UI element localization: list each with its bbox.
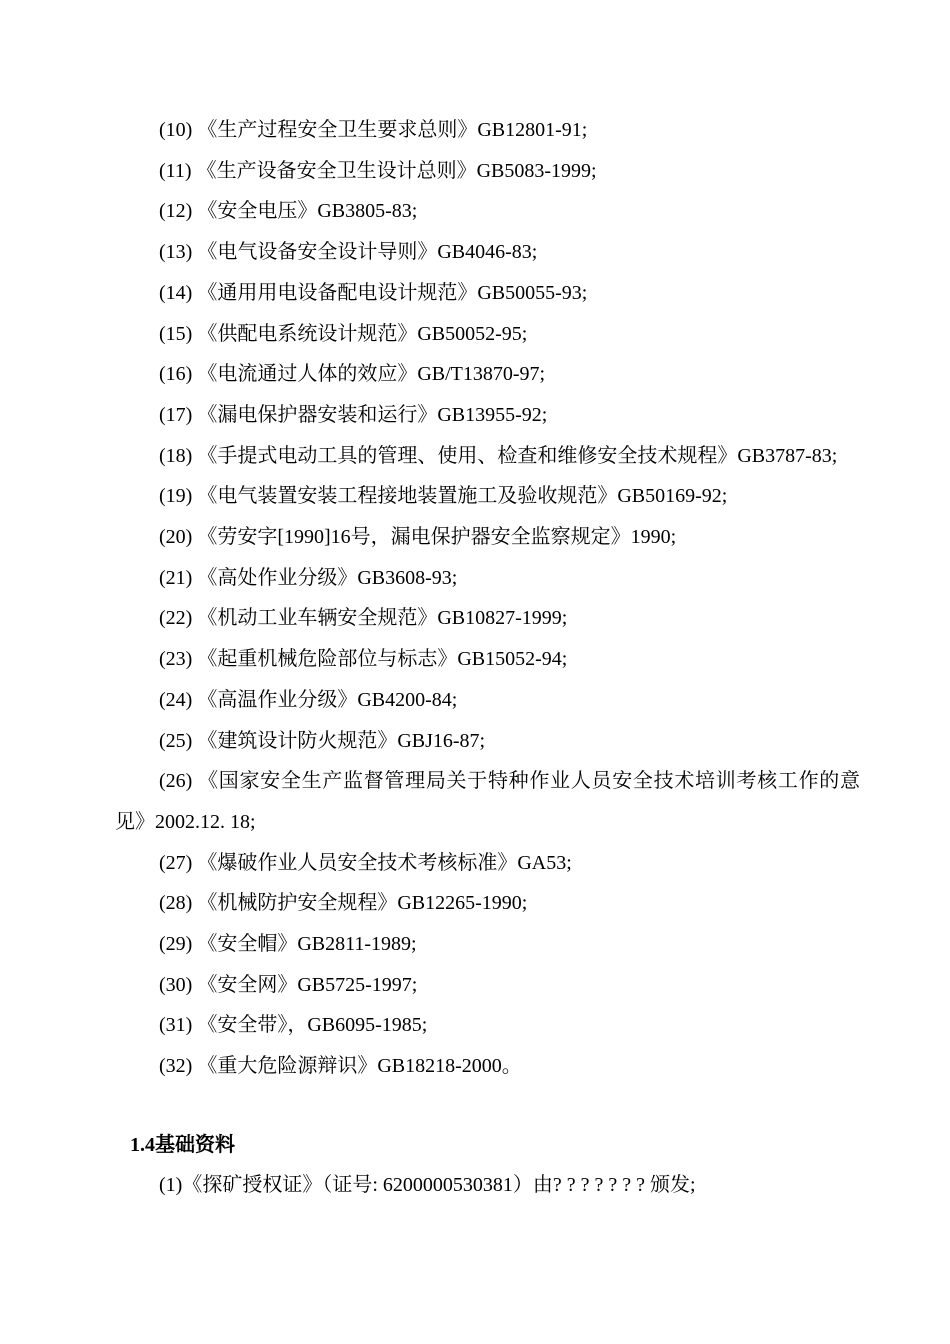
list-item: (11) 《生产设备安全卫生设计总则》GB5083-1999; <box>159 159 597 182</box>
list-item: (29) 《安全帽》GB2811-1989; <box>159 933 417 956</box>
list-item: (23) 《起重机械危险部位与标志》GB15052-94; <box>159 648 568 671</box>
list-item: (14) 《通用用电设备配电设计规范》GB50055-93; <box>159 281 588 304</box>
list-item: (1)《探矿授权证》（证号: 6200000530381）由? ? ? ? ? ? ? 颁发; <box>159 1174 696 1196</box>
list-item: (19) 《电气装置安装工程接地装置施工及验收规范》GB50169-92; <box>159 485 728 508</box>
basis-list <box>115 1165 860 1206</box>
standards-list <box>115 110 860 1087</box>
list-item: (16) 《电流通过人体的效应》GB/T13870-97; <box>159 363 546 386</box>
section-heading: 1.4基础资料 <box>130 1134 235 1156</box>
list-item: (22) 《机动工业车辆安全规范》GB10827-1999; <box>159 607 568 630</box>
list-item: (30) 《安全网》GB5725-1997; <box>159 973 418 996</box>
list-item: (12) 《安全电压》GB3805-83; <box>159 200 418 223</box>
list-item: (27) 《爆破作业人员安全技术考核标准》GA53; <box>159 851 572 874</box>
list-item: (25) 《建筑设计防火规范》GBJ16-87; <box>159 729 486 752</box>
list-item: (13) 《电气设备安全设计导则》GB4046-83; <box>159 241 538 264</box>
list-item: (17) 《漏电保护器安装和运行》GB13955-92; <box>159 403 548 426</box>
list-item: (15) 《供配电系统设计规范》GB50052-95; <box>159 322 528 345</box>
list-item: (21) 《高处作业分级》GB3608-93; <box>159 566 458 589</box>
list-item: (31) 《安全带》，GB6095-1985; <box>159 1014 428 1037</box>
list-item: (18) 《手提式电动工具的管理、使用、检查和维修安全技术规程》GB3787-83; <box>159 444 838 467</box>
list-item: (26) 《国家安全生产监督管理局关于特种作业人员安全技术培训考核工作的意见》2002.12. 18; <box>115 770 860 833</box>
list-item: (24) 《高温作业分级》GB4200-84; <box>159 688 458 711</box>
list-item: (20) 《劳安字[1990]16号，漏电保护器安全监察规定》1990; <box>159 526 677 549</box>
list-item: (10) 《生产过程安全卫生要求总则》GB12801-91; <box>159 119 588 141</box>
list-item: (32) 《重大危险源辩识》GB18218-2000。 <box>159 1055 522 1078</box>
list-item: (28) 《机械防护安全规程》GB12265-1990; <box>159 892 528 915</box>
